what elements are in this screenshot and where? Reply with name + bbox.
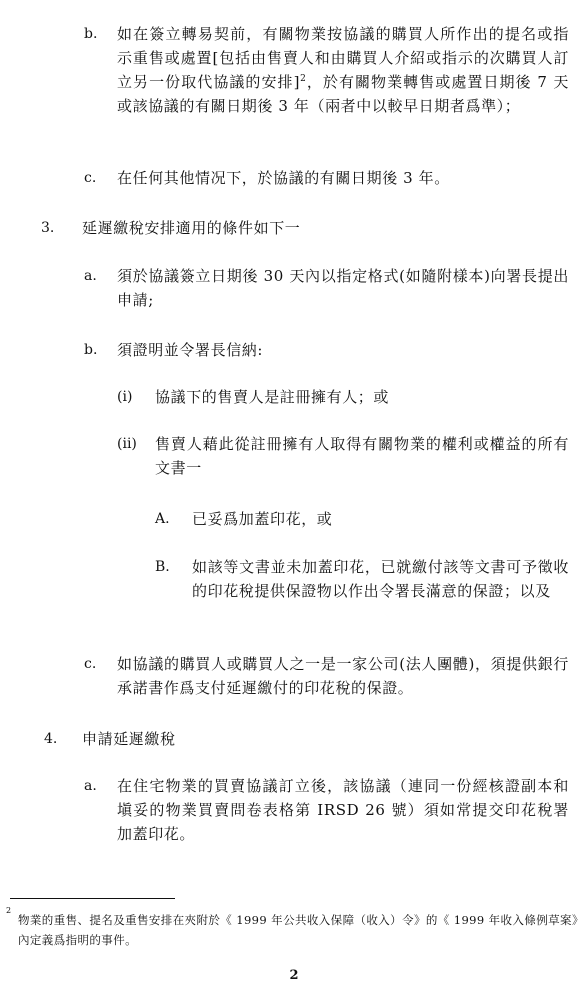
footnote-marker: 2 [6, 906, 12, 915]
item-label-3c: c. [84, 656, 97, 672]
subsubitem-text-B: 如該等文書並未加蓋印花，已就繳付該等文書可予徵收的印花稅提供保證物以作出令署長滿意的保證；以及 [192, 558, 569, 600]
section-number-4: 4. [44, 731, 58, 747]
item-text-c: 在任何其他情况下，於協議的有關日期後 3 年。 [117, 169, 450, 187]
subsubitem-label-B: B. [155, 559, 170, 575]
item-label-b: b. [84, 26, 98, 42]
item-label-c: c. [84, 170, 97, 186]
item-label-3a: a. [84, 268, 97, 284]
item-text-b-main: 如在簽立轉易契前，有關物業按協議的購買人所作出的提名或指示重售或處置[包括由售賣人和由購買人介紹或指示的次購買人訂立另一份取代協議的安排] [117, 25, 569, 91]
page-number: 2 [289, 968, 299, 983]
item-text-b-tail: ，於有關物業轉售或處置日期後 7 天或該協議的有關日期後 3 年（兩者中以較早日期者爲準）； [117, 73, 569, 115]
section-heading-3: 延遲繳稅安排適用的條件如下一 [82, 219, 301, 237]
item-label-3b: b. [84, 342, 98, 358]
subitem-label-ii: (ii) [117, 436, 137, 452]
item-text-3c: 如協議的購買人或購買人之一是一家公司(法人團體)，須提供銀行承諾書作爲支付延遲繳付的印花稅的保證。 [117, 655, 569, 697]
section-heading-4: 申請延遲繳稅 [82, 730, 176, 748]
subsubitem-text-A: 已妥爲加蓋印花，或 [192, 510, 333, 528]
item-text-3a: 須於協議簽立日期後 30 天內以指定格式(如隨附樣本)向署長提出申請; [117, 267, 569, 309]
subsubitem-label-A: A. [155, 511, 170, 527]
item-text-4a: 在住宅物業的買賣協議訂立後，該協議（連同一份經核證副本和塡妥的物業買賣問卷表格第 IRSD 26 號）須如常提交印花稅署加蓋印花。 [117, 777, 569, 843]
footnote-text: 物業的重售、提名及重售安排在夾附於《 1999 年公共收入保障（收入）令》的《 1999 年收入條例草案》內定義爲指明的事件。 [18, 913, 579, 947]
footnote-separator [10, 898, 175, 899]
section-number-3: 3. [41, 220, 55, 236]
item-text-b [117, 22, 569, 118]
item-label-4a: a. [84, 778, 97, 794]
subitem-label-i: (i) [117, 389, 133, 405]
subitem-text-ii: 售賣人藉此從註冊擁有人取得有關物業的權利或權益的所有文書一 [155, 435, 569, 477]
item-text-3b: 須證明並令署長信納: [117, 341, 264, 359]
subitem-text-i: 協議下的售賣人是註冊擁有人；或 [155, 388, 390, 406]
footnote-reference: 2 [300, 74, 307, 84]
